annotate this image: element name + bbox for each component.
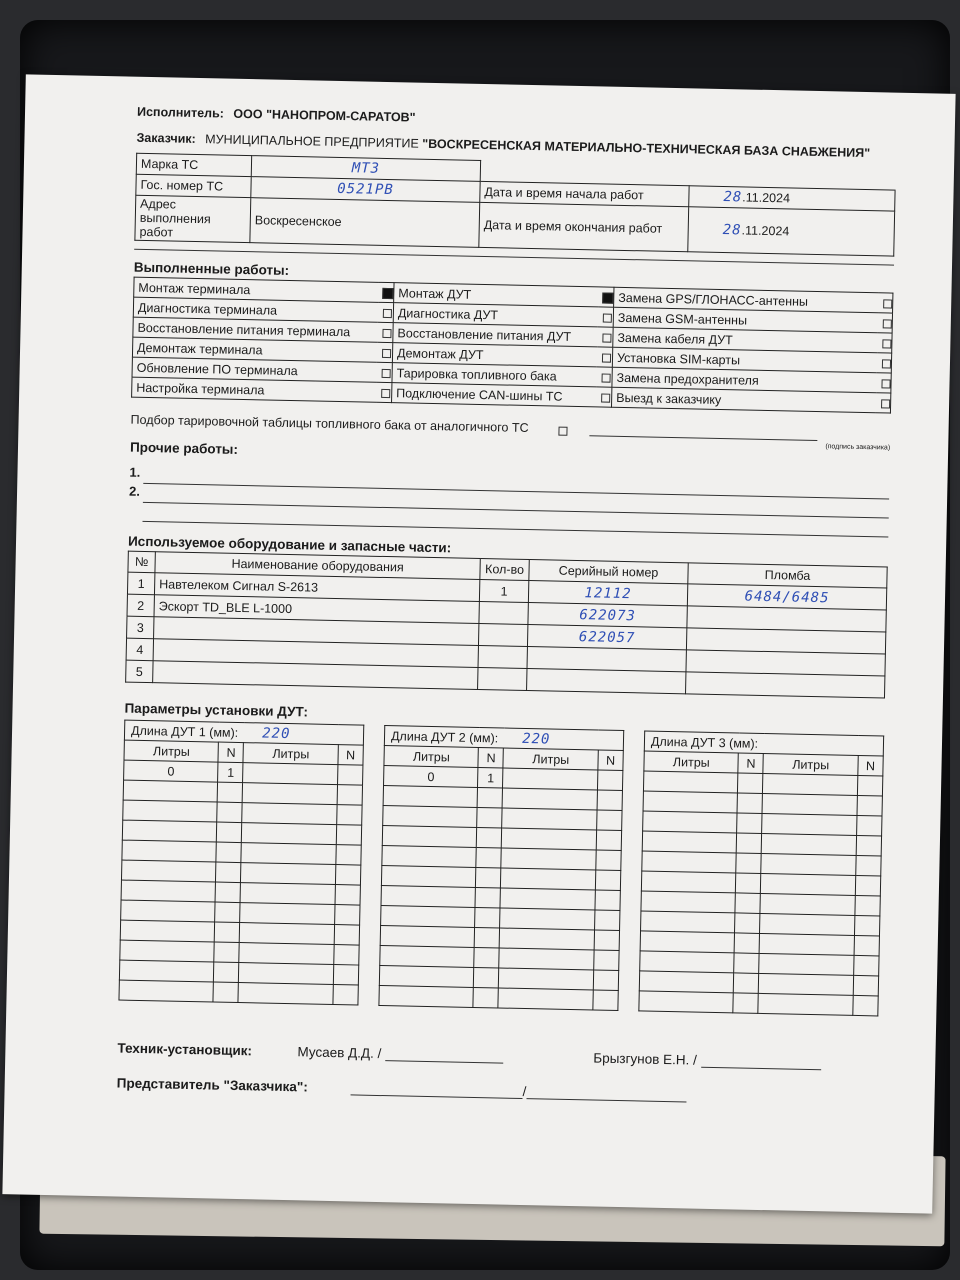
dut-cell[interactable] (379, 965, 474, 987)
dut-cell[interactable] (241, 863, 336, 885)
work-item-checkbox-cell (877, 333, 892, 353)
equipment-name[interactable]: Навтелеком Сигнал S-2613 (154, 573, 479, 602)
equipment-seal[interactable] (686, 672, 885, 698)
signature-note: (подпись заказчика) (825, 443, 891, 452)
work-item-checkbox-cell (378, 282, 394, 302)
dut-cell[interactable] (642, 831, 737, 853)
dut-cell[interactable] (122, 840, 217, 862)
dut-cell[interactable] (639, 971, 734, 993)
form-content (117, 101, 898, 1107)
dut-cell[interactable] (238, 983, 333, 1005)
dut-cell[interactable] (500, 928, 595, 950)
work-item-label: Замена GSM-антенны (613, 307, 878, 333)
dut-cell[interactable] (853, 975, 879, 996)
dut-cell[interactable]: 0 (124, 760, 219, 782)
dut-cell[interactable] (737, 793, 762, 814)
work-item-checkbox-cell (597, 327, 613, 347)
dut-cell[interactable]: 0 (384, 766, 479, 788)
dut-cell[interactable] (855, 875, 881, 896)
dut-cell[interactable] (762, 833, 857, 855)
address-value[interactable]: Воскресенское (250, 198, 480, 248)
dut-column-header: Литры (503, 748, 598, 770)
row-number: 3 (127, 616, 154, 639)
work-item-checkbox[interactable] (602, 373, 611, 382)
dut-cell[interactable] (643, 811, 738, 833)
executor-label: Исполнитель: (136, 104, 225, 121)
end-value[interactable] (688, 207, 895, 256)
work-item-checkbox-cell (598, 287, 614, 307)
dut-cell[interactable] (120, 920, 215, 942)
equipment-seal[interactable]: 6484/6485 (687, 584, 886, 610)
dut-cell[interactable] (214, 962, 239, 983)
executor-line (137, 105, 897, 135)
dut-cell[interactable] (240, 903, 335, 925)
dut-cell[interactable] (643, 771, 738, 793)
dut-cell[interactable] (593, 970, 618, 991)
work-item-label: Демонтаж ДУТ (392, 343, 597, 367)
dut-cell[interactable] (217, 802, 242, 823)
dut-cell[interactable] (597, 770, 622, 791)
equipment-qty[interactable] (479, 601, 528, 624)
dut-cell[interactable] (122, 820, 217, 842)
dut-cell[interactable] (734, 953, 759, 974)
dut-cell[interactable] (120, 940, 215, 962)
dut-cell[interactable] (738, 773, 763, 794)
dut-cell[interactable] (856, 835, 882, 856)
work-item-label: Выезд к заказчику (611, 387, 876, 413)
dut-cell[interactable] (333, 965, 358, 986)
work-item-label: Монтаж ДУТ (394, 283, 599, 307)
dut-cell[interactable] (473, 987, 498, 1008)
dut-cell[interactable] (502, 828, 597, 850)
dut-column-header: Литры (124, 740, 219, 762)
work-item-label: Монтаж терминала (134, 277, 379, 302)
table-row (639, 991, 878, 1016)
work-item-checkbox-cell (878, 293, 893, 313)
dut-cell[interactable] (853, 995, 879, 1016)
dut-cell[interactable] (239, 963, 334, 985)
column-header: Пломба (688, 563, 887, 588)
dut-cell[interactable] (477, 808, 502, 829)
work-item-checkbox[interactable] (382, 288, 393, 299)
customer-rep-separator: / (522, 1084, 527, 1100)
dut-cell[interactable] (501, 848, 596, 870)
dut-cell[interactable] (857, 775, 883, 796)
work-item-checkbox-cell (596, 367, 612, 387)
dut-cell[interactable] (641, 871, 736, 893)
dut-cell[interactable] (503, 788, 598, 810)
equipment-qty[interactable] (478, 623, 527, 646)
dut-column-header: N (478, 748, 503, 769)
brand-value[interactable]: МТЗ (251, 156, 480, 182)
other-works-title: Прочие работы: (129, 439, 239, 457)
dut-cell[interactable] (215, 922, 240, 943)
dut-cell[interactable] (379, 985, 474, 1007)
calibration-label: Подбор тарировочной таблицы топливного бака от аналогичного ТС (130, 412, 529, 435)
work-item-label: Диагностика терминала (133, 297, 378, 322)
dut-cell[interactable] (214, 942, 239, 963)
customer-rep-row (117, 1076, 877, 1107)
dut-cell[interactable] (381, 886, 476, 908)
dut-cell[interactable] (213, 982, 238, 1003)
dut-cell[interactable] (337, 785, 362, 806)
row-number: 1 (127, 572, 154, 595)
customer-signature-line[interactable] (589, 421, 817, 441)
work-item-checkbox[interactable] (383, 309, 392, 318)
dut-cell[interactable] (123, 800, 218, 822)
work-item-label: Демонтаж терминала (132, 337, 377, 362)
dut-cell[interactable] (594, 930, 619, 951)
equipment-table (125, 551, 888, 699)
dut-cell[interactable] (499, 968, 594, 990)
dut-cell[interactable] (477, 828, 502, 849)
dut-cell[interactable] (474, 947, 499, 968)
dut-cell[interactable] (733, 993, 758, 1014)
equipment-qty[interactable] (478, 645, 527, 668)
dut-cell[interactable] (501, 868, 596, 890)
start-label: Дата и время начала работ (480, 181, 689, 206)
dut-cell[interactable] (734, 973, 759, 994)
dut-length-label: Длина ДУТ 2 (мм): (390, 728, 499, 745)
dut-cell[interactable] (241, 883, 336, 905)
customer-rep-label: Представитель "Заказчика": (116, 1075, 308, 1095)
dut-cell[interactable] (334, 925, 359, 946)
dut-cell[interactable] (597, 810, 622, 831)
calibration-row (130, 412, 890, 443)
dut-cell[interactable] (119, 980, 214, 1002)
dut-cell[interactable] (217, 822, 242, 843)
dut-cell[interactable] (216, 862, 241, 883)
dut-cell[interactable]: 1 (218, 762, 243, 783)
dut-table-2 (378, 725, 624, 1011)
dut-cell[interactable] (595, 870, 620, 891)
work-item-checkbox-cell (877, 353, 892, 373)
dut-cell[interactable] (596, 850, 621, 871)
dut-cell[interactable] (500, 888, 595, 910)
work-item-checkbox-cell (598, 307, 614, 327)
dut-cell[interactable] (500, 908, 595, 930)
work-item-checkbox[interactable] (602, 292, 613, 303)
customer-value-plain: МУНИЦИПАЛЬНОЕ ПРЕДПРИЯТИЕ (205, 132, 423, 151)
dut-cell[interactable] (735, 933, 760, 954)
work-order-sheet (2, 74, 955, 1213)
dut-cell[interactable] (119, 960, 214, 982)
other-works-list (128, 464, 889, 538)
dut-cell[interactable] (499, 948, 594, 970)
work-item-checkbox-cell (876, 373, 891, 393)
dut-cell[interactable] (383, 786, 478, 808)
dut-cell[interactable] (760, 933, 855, 955)
equipment-qty[interactable] (478, 667, 527, 690)
work-item-checkbox-cell (377, 342, 393, 362)
work-item-checkbox[interactable] (883, 299, 892, 308)
work-item-checkbox[interactable] (601, 393, 610, 402)
work-item-checkbox[interactable] (881, 379, 890, 388)
customer-label: Заказчик: (136, 130, 196, 146)
dut-table-1 (118, 720, 364, 1006)
dut-column-header: Литры (384, 746, 479, 768)
dut-tables (118, 720, 884, 1017)
customer-rep-signature-line[interactable] (526, 1084, 686, 1102)
work-item-label: Подключение CAN-шины ТС (392, 383, 597, 407)
dut-cell[interactable] (218, 782, 243, 803)
dut-cell[interactable] (762, 793, 857, 815)
work-item-label: Установка SIM-карты (612, 347, 877, 373)
dut-cell[interactable] (643, 791, 738, 813)
dut-cell[interactable] (383, 806, 478, 828)
other-work-number: 2. (128, 483, 141, 499)
dut-column-header: N (338, 745, 363, 766)
dut-cell[interactable] (502, 808, 597, 830)
dut-length-value: 220 (522, 730, 551, 748)
work-item-checkbox[interactable] (603, 313, 612, 322)
dut-cell[interactable] (335, 905, 360, 926)
dut-column-header: Литры (763, 753, 858, 775)
table-row (379, 985, 618, 1010)
dut-column-header: N (858, 755, 884, 776)
equipment-title: Используемое оборудование и запасные части: (127, 533, 452, 556)
work-item-checkbox[interactable] (381, 389, 390, 398)
work-item-label: Диагностика ДУТ (393, 303, 598, 327)
dut-cell[interactable] (336, 825, 361, 846)
work-item-checkbox[interactable] (882, 319, 891, 328)
dut-column-header: N (218, 742, 243, 763)
calibration-checkbox[interactable] (558, 427, 567, 436)
end-day: 28 (722, 222, 742, 239)
dut-cell[interactable] (123, 780, 218, 802)
dut-cell[interactable] (759, 973, 854, 995)
dut-cell[interactable] (737, 833, 762, 854)
equipment-serial[interactable] (527, 669, 686, 694)
dut-column-header: Литры (644, 751, 739, 773)
work-item-label: Восстановление питания ДУТ (393, 323, 598, 347)
dut-cell[interactable] (215, 882, 240, 903)
row-number: 5 (126, 660, 153, 683)
equipment-name[interactable]: Эскорт TD_BLE L-1000 (154, 595, 479, 624)
start-day: 28 (723, 189, 743, 206)
work-item-checkbox-cell (878, 313, 893, 333)
dut-cell[interactable] (336, 845, 361, 866)
dut-column-header: N (738, 753, 763, 774)
dut-cell[interactable] (381, 866, 476, 888)
dut-cell[interactable] (640, 931, 735, 953)
dut-cell[interactable]: 1 (478, 768, 503, 789)
work-item-checkbox-cell (876, 393, 891, 413)
end-label: Дата и время окончания работ (479, 202, 689, 251)
dut-cell[interactable] (475, 887, 500, 908)
customer-value-bold: "ВОСКРЕСЕНСКАЯ МАТЕРИАЛЬНО-ТЕХНИЧЕСКАЯ БАЗА СНАБЖЕНИЯ" (422, 136, 871, 161)
dut-cell[interactable] (476, 867, 501, 888)
dut-cell[interactable] (121, 880, 216, 902)
dut-cell[interactable] (382, 846, 477, 868)
dut-cell[interactable] (241, 843, 336, 865)
dut-cell[interactable] (854, 955, 880, 976)
work-item-checkbox[interactable] (882, 339, 891, 348)
plate-label: Гос. номер ТС (136, 174, 251, 197)
dut-cell[interactable] (335, 865, 360, 886)
other-work-number: 1. (129, 464, 141, 480)
work-item-checkbox-cell (378, 302, 394, 322)
dut-cell[interactable] (121, 900, 216, 922)
technician-2-signature[interactable] (701, 1053, 821, 1071)
work-item-checkbox[interactable] (382, 329, 391, 338)
work-item-checkbox-cell (597, 347, 613, 367)
dut-cell[interactable] (337, 765, 362, 786)
dut-title: Параметры установки ДУТ: (124, 700, 309, 720)
row-number: 2 (127, 594, 154, 617)
technician-1-signature[interactable] (385, 1046, 503, 1063)
equipment-serial[interactable]: 622057 (527, 625, 686, 650)
dut-cell[interactable] (854, 915, 880, 936)
dut-cell[interactable] (639, 991, 734, 1013)
dut-cell[interactable] (735, 913, 760, 934)
dut-cell[interactable] (243, 763, 338, 785)
address-label: Адрес выполнения работ (135, 195, 251, 242)
dut-cell[interactable] (239, 943, 334, 965)
works-title: Выполненные работы: (133, 259, 290, 278)
work-item-checkbox[interactable] (602, 353, 611, 362)
dut-cell[interactable] (215, 902, 240, 923)
dut-column-header: N (598, 750, 623, 771)
dut-length-label: Длина ДУТ 3 (мм): (650, 734, 759, 751)
table-row (119, 980, 358, 1005)
dut-cell[interactable] (758, 993, 853, 1015)
dut-cell[interactable] (640, 951, 735, 973)
dut-cell[interactable] (121, 860, 216, 882)
work-item-checkbox[interactable] (382, 369, 391, 378)
dut-cell[interactable] (476, 847, 501, 868)
work-item-checkbox[interactable] (881, 359, 890, 368)
customer-rep-name-line[interactable] (351, 1080, 523, 1099)
dut-length-label: Длина ДУТ 1 (мм): (130, 723, 239, 740)
dut-cell[interactable] (474, 967, 499, 988)
dut-table-3 (638, 730, 884, 1016)
vehicle-table (134, 153, 896, 257)
row-number: 4 (126, 638, 153, 661)
technician-row (117, 1041, 877, 1072)
dut-cell[interactable] (857, 795, 883, 816)
work-item-checkbox-cell (376, 382, 392, 402)
dut-cell[interactable] (642, 851, 737, 873)
dut-cell[interactable] (760, 913, 855, 935)
dut-cell[interactable] (334, 945, 359, 966)
dut-cell[interactable] (641, 911, 736, 933)
work-item-checkbox[interactable] (382, 349, 391, 358)
dut-cell[interactable] (243, 783, 338, 805)
dut-cell[interactable] (735, 893, 760, 914)
work-item-label: Восстановление питания терминала (133, 317, 378, 342)
dut-cell[interactable] (216, 842, 241, 863)
equipment-serial[interactable]: 622073 (528, 603, 687, 628)
dut-cell[interactable] (333, 985, 358, 1006)
dut-cell[interactable] (760, 893, 855, 915)
dut-cell[interactable] (498, 988, 593, 1010)
dut-cell[interactable] (763, 773, 858, 795)
dut-cell[interactable] (759, 953, 854, 975)
plate-value[interactable]: 0521РВ (251, 177, 480, 203)
column-header: Кол-во (480, 559, 529, 581)
dut-cell[interactable] (478, 788, 503, 809)
dut-cell[interactable] (597, 790, 622, 811)
column-header: Серийный номер (529, 560, 688, 584)
dut-cell[interactable] (593, 990, 618, 1011)
dut-cell[interactable] (595, 890, 620, 911)
equipment-serial[interactable]: 12112 (528, 581, 687, 606)
dut-cell[interactable] (242, 823, 337, 845)
column-header: Наименование оборудования (155, 552, 480, 580)
work-item-label: Тарировка топливного бака (392, 363, 597, 387)
dut-cell[interactable] (242, 803, 337, 825)
works-table (131, 277, 893, 414)
end-rest: .11.2024 (741, 223, 790, 239)
work-item-label: Замена предохранителя (612, 367, 877, 393)
technician-2-name: Брызгунов Е.Н. / (593, 1050, 698, 1068)
dut-cell[interactable] (856, 815, 882, 836)
dut-cell[interactable] (854, 935, 880, 956)
work-item-label: Замена кабеля ДУТ (613, 327, 878, 353)
work-item-label: Обновление ПО терминала (132, 357, 377, 382)
dut-cell[interactable] (503, 768, 598, 790)
work-item-checkbox[interactable] (881, 399, 890, 408)
work-item-label: Настройка терминала (132, 377, 377, 402)
dut-column-header: Литры (243, 743, 338, 765)
dut-cell[interactable] (856, 855, 882, 876)
technician-label: Техник-установщик: (117, 1040, 253, 1059)
dut-cell[interactable] (594, 910, 619, 931)
dut-cell[interactable] (596, 830, 621, 851)
dut-cell[interactable] (240, 923, 335, 945)
dut-cell[interactable] (475, 907, 500, 928)
dut-cell[interactable] (475, 927, 500, 948)
start-rest: .11.2024 (742, 190, 791, 206)
work-item-checkbox-cell (376, 362, 392, 382)
dut-length-value: 220 (262, 724, 291, 742)
dut-cell[interactable] (641, 891, 736, 913)
dut-cell[interactable] (337, 805, 362, 826)
brand-label: Марка ТС (136, 153, 251, 176)
work-item-checkbox-cell (377, 322, 393, 342)
dut-cell[interactable] (855, 895, 881, 916)
dut-cell[interactable] (594, 950, 619, 971)
column-header: № (128, 551, 155, 573)
dut-cell[interactable] (761, 853, 856, 875)
executor-value: ООО "НАНОПРОМ-САРАТОВ" (233, 106, 416, 125)
work-item-checkbox[interactable] (602, 333, 611, 342)
work-item-checkbox-cell (596, 387, 612, 407)
dut-cell[interactable] (736, 873, 761, 894)
dut-cell[interactable] (381, 906, 476, 928)
dut-cell[interactable] (736, 853, 761, 874)
dut-cell[interactable] (762, 813, 857, 835)
dut-cell[interactable] (761, 873, 856, 895)
dut-cell[interactable] (335, 885, 360, 906)
dut-cell[interactable] (380, 926, 475, 948)
dut-cell[interactable] (737, 813, 762, 834)
technician-1-name: Мусаев Д.Д. / (297, 1044, 382, 1062)
dut-cell[interactable] (380, 945, 475, 967)
dut-cell[interactable] (382, 826, 477, 848)
equipment-qty[interactable]: 1 (479, 580, 528, 603)
work-item-label: Замена GPS/ГЛОНАСС-антенны (614, 287, 879, 313)
